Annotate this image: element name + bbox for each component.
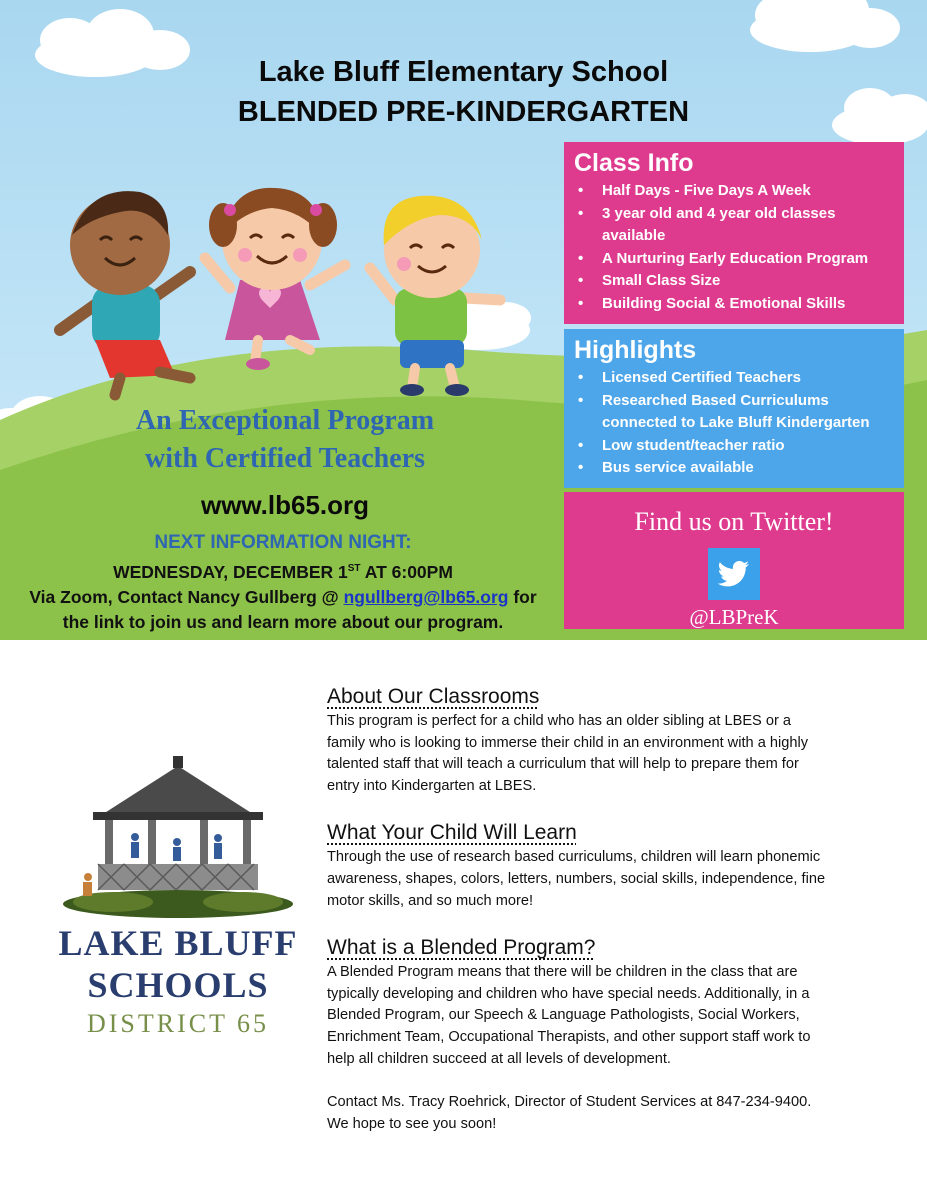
- promo-block: [40, 402, 530, 521]
- list-item: • Building Social & Emotional Skills: [574, 293, 898, 316]
- highlights-title: Highlights: [574, 336, 697, 364]
- class-info-panel: [564, 142, 904, 324]
- list-item: • Bus service available: [574, 457, 898, 480]
- kid-girl-middle: [205, 188, 345, 370]
- school-name: Lake Bluff Elementary School: [258, 56, 669, 88]
- class-info-list: [564, 180, 904, 315]
- list-item: • Low student/teacher ratio: [574, 435, 898, 458]
- list-item: • Small Class Size: [574, 270, 898, 293]
- logo-line-1: LAKE BLUFF: [58, 923, 298, 963]
- cloud-top-right: [750, 0, 900, 52]
- class-info-title: Class Info: [574, 149, 694, 177]
- list-item: • Half Days - Five Days A Week: [574, 180, 898, 203]
- flyer-title: [0, 52, 927, 132]
- list-item: • Licensed Certified Teachers: [574, 367, 898, 390]
- section-heading-learn: What Your Child Will Learn: [327, 821, 577, 845]
- contact-text: Contact Ms. Tracy Roehrick, Director of Student Services at 847-234-9400. We hope to see you soon!: [327, 1094, 812, 1132]
- list-item: • Researched Based Curriculums connected to Lake Bluff Kindergarten: [574, 390, 898, 435]
- info-night-heading: NEXT INFORMATION NIGHT:: [154, 532, 412, 553]
- logo-line-2: SCHOOLS: [87, 965, 269, 1005]
- list-item: • 3 year old and 4 year old classes available: [574, 203, 898, 248]
- promo-line-1: An Exceptional Program: [135, 405, 435, 436]
- section-body-learn: Through the use of research based curriculums, children will learn phonemic awareness, shapes, colors, letters, numbers, social skills, independence, fine motor skills, and so much more!: [327, 849, 826, 909]
- info-night-contact: Via Zoom, Contact Nancy Gullberg @ ngullberg@lb65.org for: [29, 586, 537, 607]
- twitter-panel: [564, 492, 904, 629]
- twitter-bird-icon[interactable]: [708, 548, 760, 600]
- twitter-handle[interactable]: @LBPreK: [689, 605, 779, 629]
- twitter-title: Find us on Twitter!: [634, 507, 834, 536]
- program-details: [327, 683, 827, 1135]
- info-night-date: WEDNESDAY, DECEMBER 1ST AT 6:00PM: [113, 561, 453, 582]
- info-night-contact-line2: the link to join us and learn more about our program.: [62, 611, 504, 632]
- logo-line-3: DISTRICT 65: [86, 1009, 270, 1038]
- email-link[interactable]: ngullberg@lb65.org: [343, 586, 509, 607]
- section-heading-about: About Our Classrooms: [327, 685, 540, 708]
- district-logo: [53, 752, 303, 1048]
- gazebo-icon: [53, 752, 303, 922]
- promo-line-2: with Certified Teachers: [145, 443, 425, 474]
- information-night: [8, 530, 558, 635]
- website-url[interactable]: www.lb65.org: [200, 490, 370, 520]
- program-title: BLENDED PRE-KINDERGARTEN: [237, 96, 690, 128]
- list-item: • A Nurturing Early Education Program: [574, 248, 898, 271]
- kid-boy-left: [60, 191, 190, 395]
- section-body-about: This program is perfect for a child who has an older sibling at LBES or a family who is looking to immerse their child in an environment with a highly talented staff that will teach a curriculum that will help to prepare them for entry into Kindergarten at LBES.: [327, 713, 808, 794]
- highlights-list: [564, 367, 904, 480]
- highlights-panel: [564, 329, 904, 488]
- section-body-blended: A Blended Program means that there will be children in the class that are typically developing and children who have special needs. Additionally, in a Blended Program, our Speech & Language Pathologists, Social Workers, Enrichment Team, Occupational Therapists, and other support staff work to help all children succeed at all levels of development.: [327, 964, 811, 1067]
- section-heading-blended: What is a Blended Program?: [327, 936, 596, 960]
